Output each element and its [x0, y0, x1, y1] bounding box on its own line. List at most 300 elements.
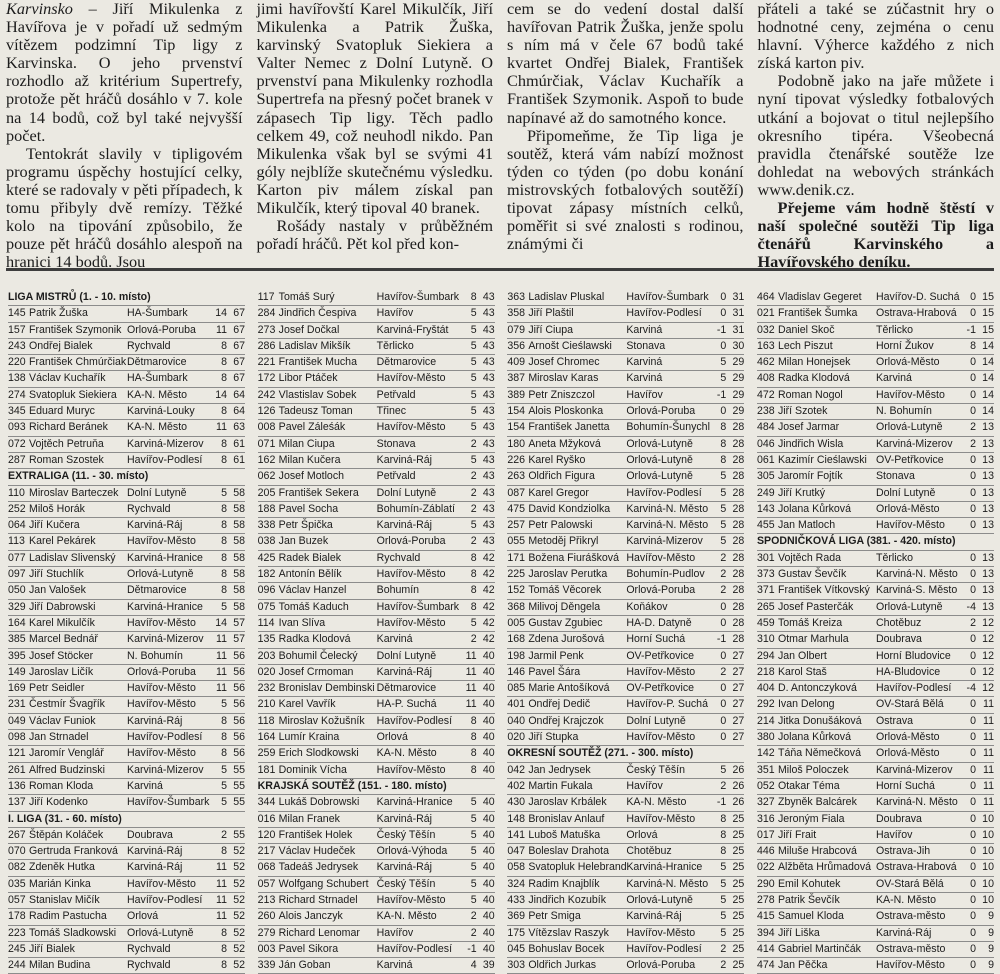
player-number: 273: [257, 323, 276, 336]
player-place: Karviná: [626, 372, 663, 385]
player-number: 121: [8, 747, 26, 760]
player-number: 143: [756, 502, 775, 515]
total-points: 43: [482, 388, 495, 401]
round-points: -1: [966, 323, 976, 336]
table-row: [757, 746, 994, 762]
round-points: 8: [720, 453, 727, 466]
player-number: 369: [507, 910, 525, 923]
table-row: [757, 420, 994, 436]
player-place: Horní Suchá: [626, 633, 686, 646]
total-points: 13: [982, 519, 994, 532]
round-points: 0: [970, 747, 976, 760]
player-number: 114: [257, 616, 275, 629]
total-points: 27: [732, 649, 745, 662]
player-number: 213: [257, 893, 276, 906]
round-points: 8: [221, 584, 227, 597]
player-number: 061: [756, 453, 775, 466]
player-place: Těrlicko: [875, 551, 914, 564]
round-points: 8: [221, 731, 227, 744]
player-name: Marcel Bednář: [29, 633, 98, 646]
player-place: Stonava: [875, 470, 915, 483]
player-place: OV-Petřkovice: [626, 682, 695, 695]
player-number: 402: [507, 779, 525, 792]
player-place: Karviná: [875, 372, 912, 385]
round-points: -1: [467, 942, 477, 955]
round-points: 2: [720, 959, 727, 972]
player-number: 154: [507, 405, 525, 418]
player-place: Ostrava-Hrabová: [875, 307, 957, 320]
player-place: Karviná-Mizerov: [127, 633, 204, 646]
player-place: Havířov-Podlesí: [626, 942, 702, 955]
player-place: Havířov-P. Suchá: [626, 698, 708, 711]
round-points: 2: [970, 616, 976, 629]
article-paragraph-text: Připomeňme, že Tip liga je soutěž, která vám nabízí možnost týden co týden (po dobu konání mistrovských fotbalových soutěží) tipovat zápasy místních celků, poměřit si své znalosti s rodinou, známými či: [507, 125, 744, 254]
player-name: Radim Pastucha: [29, 910, 107, 923]
player-name: Otmar Marhula: [777, 633, 849, 646]
total-points: 61: [233, 453, 245, 466]
round-points: 0: [720, 616, 727, 629]
player-name: František Sekera: [278, 486, 359, 499]
round-points: 5: [470, 796, 477, 809]
player-number: 394: [756, 926, 775, 939]
table-row: [258, 812, 495, 828]
table-row: [757, 290, 994, 306]
table-row: [258, 860, 495, 876]
total-points: 40: [482, 698, 495, 711]
round-points: 0: [720, 405, 727, 418]
round-points: 5: [470, 339, 477, 352]
total-points: 25: [732, 877, 745, 890]
player-number: 290: [756, 877, 775, 890]
round-points: 14: [215, 307, 227, 320]
table-row: [8, 355, 245, 371]
player-place: Karviná: [626, 356, 663, 369]
player-number: 261: [8, 763, 26, 776]
article-column-3: [507, 0, 744, 266]
player-number: 071: [257, 437, 276, 450]
table-row: [757, 502, 994, 518]
player-place: Karviná-Ráj: [127, 845, 183, 858]
total-points: 43: [482, 486, 495, 499]
total-points: 42: [482, 616, 495, 629]
table-row: [258, 355, 495, 371]
table-row: [507, 388, 744, 404]
round-points: 8: [221, 942, 227, 955]
player-name: Vojtěch Rada: [777, 551, 841, 564]
table-row: [258, 453, 495, 469]
standings-column-4: [756, 290, 994, 972]
table-row: [757, 518, 994, 534]
player-number: 373: [756, 568, 775, 581]
round-points: 5: [720, 519, 727, 532]
player-name: Jolana Kůrková: [777, 502, 851, 515]
player-number: 077: [8, 551, 26, 564]
player-name: Richard Beránek: [29, 421, 108, 434]
table-row: [507, 763, 744, 779]
round-points: 2: [720, 665, 727, 678]
player-number: 265: [756, 600, 775, 613]
player-number: 305: [756, 470, 775, 483]
player-name: František Holek: [278, 828, 353, 841]
round-points: 5: [470, 405, 477, 418]
round-points: 0: [970, 845, 976, 858]
player-place: Český Těšín: [626, 763, 685, 776]
table-row: [258, 746, 495, 762]
player-name: Kazimír Cieślawski: [777, 453, 867, 466]
round-points: 0: [970, 584, 976, 597]
total-points: 43: [482, 437, 495, 450]
player-place: Karviná-Ráj: [376, 453, 432, 466]
player-name: Jiří Szotek: [777, 405, 828, 418]
total-points: 43: [482, 470, 495, 483]
player-number: 020: [257, 665, 276, 678]
table-row: [507, 551, 744, 567]
total-points: 40: [482, 747, 495, 760]
round-points: 0: [970, 372, 976, 385]
player-name: Lumír Kraina: [278, 731, 340, 744]
table-row: [757, 551, 994, 567]
total-points: 28: [732, 600, 745, 613]
total-points: 40: [482, 877, 495, 890]
player-name: Jitka Donušáková: [777, 714, 862, 727]
round-points: 5: [470, 388, 477, 401]
total-points: 52: [233, 845, 245, 858]
player-place: Dolní Lutyně: [376, 649, 437, 662]
player-place: Orlová: [127, 910, 159, 923]
player-name: Tomáš Kaduch: [278, 600, 349, 613]
league-heading: KRAJSKÁ SOUTĚŽ (151. - 180. místo): [258, 779, 495, 795]
player-place: Stonava: [626, 339, 666, 352]
player-name: Jiří Stupka: [528, 731, 579, 744]
total-points: 58: [233, 486, 245, 499]
player-place: Orlová-Poruba: [127, 323, 196, 336]
table-row: [507, 323, 744, 339]
article-column-2: [257, 0, 494, 266]
table-row: [8, 958, 245, 974]
round-points: 5: [470, 845, 477, 858]
player-number: 226: [507, 453, 525, 466]
table-row: [258, 697, 495, 713]
round-points: 0: [970, 405, 976, 418]
player-name: Josef Crmoman: [278, 665, 354, 678]
player-number: 385: [8, 633, 26, 646]
table-row: [258, 502, 495, 518]
player-number: 244: [8, 959, 26, 972]
player-number: 068: [257, 861, 276, 874]
round-points: 0: [970, 861, 976, 874]
round-points: 8: [720, 437, 727, 450]
player-place: Havířov-Město: [376, 568, 446, 581]
player-number: 162: [257, 453, 276, 466]
player-name: Ondřej Krajczok: [528, 714, 604, 727]
player-number: 345: [8, 405, 26, 418]
player-name: Jindřich Čespiva: [278, 307, 357, 320]
article-paragraph: [507, 0, 744, 127]
total-points: 58: [233, 551, 245, 564]
round-points: 0: [970, 470, 976, 483]
player-name: Arnošt Cieślawski: [528, 339, 612, 352]
section-divider: [6, 268, 994, 271]
player-place: Stonava: [376, 437, 416, 450]
player-number: 047: [507, 845, 525, 858]
player-number: 136: [8, 779, 26, 792]
player-number: 459: [756, 616, 775, 629]
player-number: 363: [507, 291, 525, 303]
player-number: 050: [8, 584, 26, 597]
total-points: 25: [732, 893, 745, 906]
round-points: 11: [216, 421, 227, 434]
player-place: Havířov: [875, 828, 913, 841]
total-points: 67: [233, 372, 245, 385]
player-name: František Chmúrčiak: [29, 356, 127, 369]
round-points: 11: [216, 861, 227, 874]
player-name: Jiří Kučera: [29, 519, 80, 532]
table-row: [507, 649, 744, 665]
player-name: Libor Ptáček: [278, 372, 338, 385]
player-place: Havířov-Podlesí: [127, 731, 203, 744]
round-points: 8: [470, 551, 477, 564]
player-place: Karviná-Hranice: [127, 551, 203, 564]
player-number: 351: [756, 763, 775, 776]
player-number: 284: [257, 307, 276, 320]
total-points: 63: [233, 421, 245, 434]
total-points: 40: [482, 828, 495, 841]
round-points: 0: [970, 388, 976, 401]
player-name: Jan Matloch: [777, 519, 836, 532]
total-points: 29: [732, 372, 745, 385]
table-row: [507, 665, 744, 681]
round-points: 11: [216, 633, 227, 646]
table-row: [757, 649, 994, 665]
round-points: 8: [221, 845, 227, 858]
total-points: 40: [482, 845, 495, 858]
player-place: Havířov-Město: [127, 698, 196, 711]
round-points: 2: [720, 942, 727, 955]
table-row: [258, 632, 495, 648]
player-place: Havířov-Město: [626, 812, 696, 825]
player-number: 171: [507, 551, 525, 564]
player-place: Karviná-Louky: [127, 405, 195, 418]
player-number: 221: [257, 356, 276, 369]
round-points: -1: [716, 633, 727, 646]
round-points: 0: [970, 877, 976, 890]
player-name: Karel Ryško: [528, 453, 586, 466]
total-points: 13: [982, 486, 994, 499]
player-name: Jiří Krutký: [777, 486, 826, 499]
player-place: Karviná-Ráj: [875, 926, 932, 939]
player-number: 414: [756, 942, 775, 955]
table-row: [258, 420, 495, 436]
round-points: 5: [470, 323, 477, 336]
player-name: Jiří Bialek: [29, 942, 75, 955]
player-number: 082: [8, 861, 26, 874]
table-row: [258, 893, 495, 909]
table-row: [757, 958, 994, 974]
total-points: 56: [233, 714, 245, 727]
player-name: Miroslav Barteczek: [29, 486, 119, 499]
total-points: 40: [482, 861, 495, 874]
player-name: Marián Kinka: [29, 877, 91, 890]
round-points: 8: [470, 568, 477, 581]
player-number: 152: [507, 584, 525, 597]
player-name: Miroslav Kožušník: [278, 714, 365, 727]
player-place: Karviná-S. Město: [875, 584, 958, 597]
table-row: [8, 437, 245, 453]
player-number: 303: [507, 959, 525, 972]
round-points: 0: [970, 796, 976, 809]
table-row: [757, 486, 994, 502]
closing-wish: [758, 199, 995, 271]
table-row: [8, 779, 245, 795]
round-points: 2: [720, 779, 727, 792]
player-place: Karviná-N. Město: [875, 796, 958, 809]
table-row: [507, 420, 744, 436]
player-place: Havířov-Šumbark: [376, 291, 460, 303]
round-points: 0: [970, 502, 976, 515]
table-row: [8, 404, 245, 420]
table-row: [258, 371, 495, 387]
round-points: 8: [720, 812, 727, 825]
round-points: 0: [970, 763, 976, 776]
total-points: 28: [732, 568, 745, 581]
round-points: 5: [720, 893, 727, 906]
table-row: [757, 909, 994, 925]
player-place: Havířov-Město: [127, 877, 196, 890]
player-place: Dětmarovice: [127, 356, 187, 369]
total-points: 67: [233, 323, 245, 336]
round-points: 2: [970, 437, 976, 450]
table-row: [757, 600, 994, 616]
table-row: [507, 681, 744, 697]
round-points: 8: [221, 519, 227, 532]
player-number: 210: [257, 698, 276, 711]
player-place: Havířov-Město: [127, 747, 196, 760]
player-number: 371: [756, 584, 775, 597]
total-points: 9: [988, 910, 994, 923]
round-points: 5: [720, 535, 727, 548]
table-row: [757, 893, 994, 909]
table-row: [258, 583, 495, 599]
player-number: 408: [756, 372, 775, 385]
player-name: Wolfgang Schubert: [278, 877, 369, 890]
total-points: 27: [732, 714, 745, 727]
total-points: 55: [233, 796, 245, 809]
player-place: Orlová-Lutyně: [626, 893, 693, 906]
player-number: 148: [507, 812, 525, 825]
player-number: 085: [507, 682, 525, 695]
player-name: František Janetta: [528, 421, 610, 434]
table-row: [757, 583, 994, 599]
round-points: 0: [970, 893, 976, 906]
round-points: 0: [970, 731, 976, 744]
total-points: 26: [732, 779, 745, 792]
table-row: [8, 616, 245, 632]
total-points: 25: [732, 845, 745, 858]
player-place: Havířov-Město: [626, 665, 696, 678]
player-number: 032: [756, 323, 775, 336]
total-points: 40: [482, 926, 495, 939]
player-number: 163: [756, 339, 775, 352]
table-row: [757, 665, 994, 681]
player-name: Svatopluk Helebrand: [528, 861, 627, 874]
player-name: Tomáš Kreiza: [777, 616, 843, 629]
player-place: Orlová-Poruba: [376, 535, 446, 548]
total-points: 42: [482, 600, 495, 613]
player-name: Miroslav Karas: [528, 372, 599, 385]
player-place: Karviná-Mizerov: [875, 437, 953, 450]
player-place: Orlová-Lutyně: [127, 926, 194, 939]
player-place: Doubrava: [875, 633, 922, 646]
player-name: Pavel Socha: [278, 502, 339, 515]
player-number: 180: [507, 437, 525, 450]
total-points: 10: [982, 877, 994, 890]
player-place: Orlová-Výhoda: [376, 845, 448, 858]
table-row: [507, 600, 744, 616]
table-row: [757, 828, 994, 844]
player-place: Dolní Lutyně: [376, 486, 437, 499]
total-points: 25: [732, 812, 745, 825]
article-column-1: [6, 0, 243, 272]
total-points: 13: [982, 437, 994, 450]
player-name: Ladislav Pluskal: [528, 291, 605, 303]
table-row: [507, 469, 744, 485]
player-place: Třinec: [376, 405, 407, 418]
player-number: 267: [8, 828, 26, 841]
player-name: Jiří Frait: [777, 828, 817, 841]
round-points: 0: [970, 779, 976, 792]
player-number: 433: [507, 893, 525, 906]
player-name: Antonín Bělík: [278, 568, 342, 581]
player-number: 016: [257, 812, 276, 825]
round-points: 2: [720, 551, 727, 564]
total-points: 42: [482, 633, 495, 646]
total-points: 25: [732, 926, 745, 939]
table-row: [8, 649, 245, 665]
player-name: Jarmil Penk: [528, 649, 584, 662]
player-name: Gustav Zgubiec: [528, 616, 603, 629]
round-points: 0: [970, 551, 976, 564]
player-name: Radka Klodová: [278, 633, 351, 646]
player-name: Karel Gregor: [528, 486, 589, 499]
total-points: 10: [982, 812, 994, 825]
player-name: Jiří Dabrowski: [29, 600, 96, 613]
round-points: 8: [720, 845, 727, 858]
table-row: [8, 942, 245, 958]
player-number: 425: [257, 551, 276, 564]
player-name: Pavel Šára: [528, 665, 581, 678]
round-points: 11: [216, 649, 227, 662]
player-place: OV-Stará Bělá: [875, 877, 944, 890]
table-row: [757, 437, 994, 453]
player-name: Miloš Poloczek: [777, 763, 849, 776]
total-points: 29: [732, 388, 745, 401]
player-name: Radek Bialek: [278, 551, 342, 564]
player-place: Havířov-Město: [626, 551, 696, 564]
total-points: 40: [482, 731, 495, 744]
player-name: Ondřej Dedič: [528, 698, 591, 711]
round-points: 5: [221, 763, 227, 776]
player-place: Rychvald: [376, 551, 421, 564]
player-name: Daniel Skoč: [777, 323, 835, 336]
total-points: 12: [982, 649, 994, 662]
article-paragraph: [758, 0, 995, 72]
player-place: Horní Bludovice: [875, 649, 951, 662]
player-place: Orlová-Poruba: [626, 584, 696, 597]
player-name: Gabriel Martinčák: [777, 942, 861, 955]
total-points: 14: [982, 388, 994, 401]
round-points: 2: [970, 421, 976, 434]
round-points: 8: [221, 926, 227, 939]
